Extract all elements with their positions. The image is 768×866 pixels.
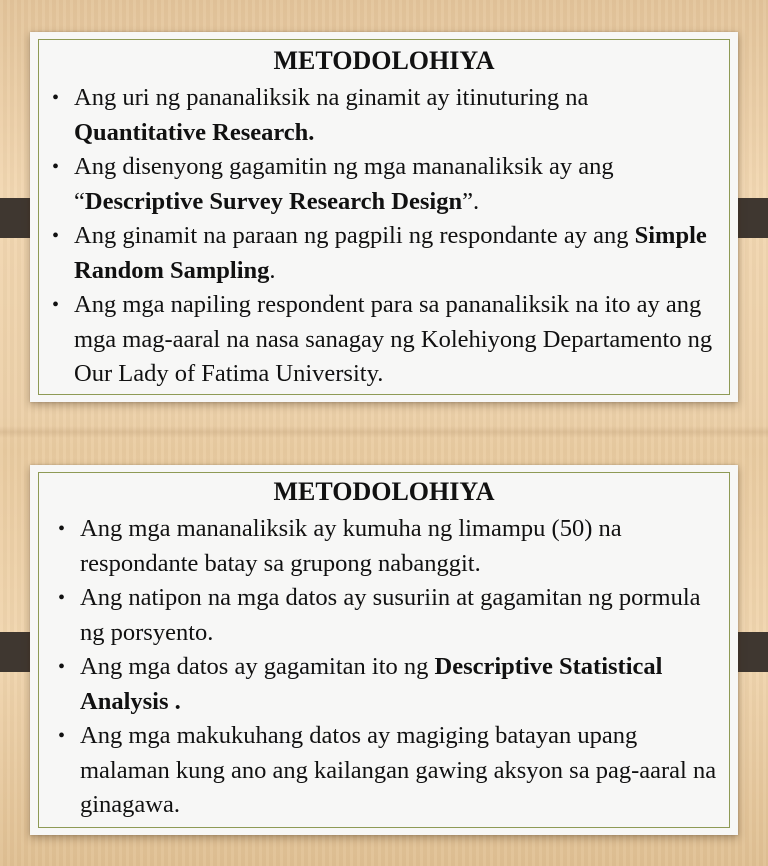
bullet-item xyxy=(58,650,720,719)
bullet-text: Ang natipon na mga datos ay susuriin at gagamitan ng pormula ng porsyento. xyxy=(80,584,701,646)
bullet-bold-text: Quantitative Research. xyxy=(74,118,315,146)
bullet-dot-icon: • xyxy=(52,87,60,109)
bullet-text: Ang uri ng pananaliksik na ginamit ay itinuturing na xyxy=(74,84,589,111)
bullet-text: Ang mga makukuhang datos ay magiging batayan upang malaman kung ano ang kailangan gawing aksyon sa pag-aaral na ginagawa. xyxy=(80,722,717,818)
bullet-dot-icon: • xyxy=(58,725,66,747)
slide-2-title: METODOLOHIYA xyxy=(273,477,495,506)
bullet-dot-icon: • xyxy=(58,518,66,540)
bullet-item xyxy=(52,288,722,392)
slide-1-panel xyxy=(30,32,738,402)
slide-2-bullet-list xyxy=(58,512,720,823)
bullet-dot-icon: • xyxy=(52,225,60,247)
bullet-text: Ang disenyong gagamitin ng mga mananaliksik ay ang “ xyxy=(74,153,614,215)
bullet-bold-text: Descriptive Statistical Analysis . xyxy=(80,653,663,715)
bullet-text: Ang mga napiling respondent para sa pananaliksik na ito ay ang mga mag-aaral na nasa sanagay ng Kolehiyong Departamento ng Our Lady of Fatima University. xyxy=(74,291,713,387)
bullet-text: Ang mga mananaliksik ay kumuha ng limampu (50) na respondante batay sa grupong nabanggit. xyxy=(80,515,622,577)
bullet-dot-icon: • xyxy=(52,294,60,316)
slide-separator xyxy=(0,426,768,438)
bullet-dot-icon: • xyxy=(58,656,66,678)
bullet-text: Ang ginamit na paraan ng pagpili ng respondante ay ang xyxy=(74,222,635,249)
bullet-bold-text: Simple Random Sampling xyxy=(74,222,707,284)
bullet-dot-icon: • xyxy=(52,156,60,178)
bullet-item xyxy=(52,150,722,219)
slide-2-panel xyxy=(30,465,738,835)
bullet-item xyxy=(52,81,722,150)
bullet-text-end: ”. xyxy=(462,187,480,215)
bullet-item xyxy=(58,512,720,581)
bullet-text: Ang mga datos ay gagamitan ito ng xyxy=(80,653,435,680)
bullet-item xyxy=(52,219,722,288)
bullet-item xyxy=(58,581,720,650)
slide-1-bullet-list xyxy=(52,81,722,392)
bullet-text-end: . xyxy=(269,256,276,284)
bullet-bold-text: Descriptive Survey Research Design xyxy=(84,187,463,215)
bullet-dot-icon: • xyxy=(58,587,66,609)
slide-1-title: METODOLOHIYA xyxy=(273,46,495,75)
bullet-item xyxy=(58,719,720,823)
